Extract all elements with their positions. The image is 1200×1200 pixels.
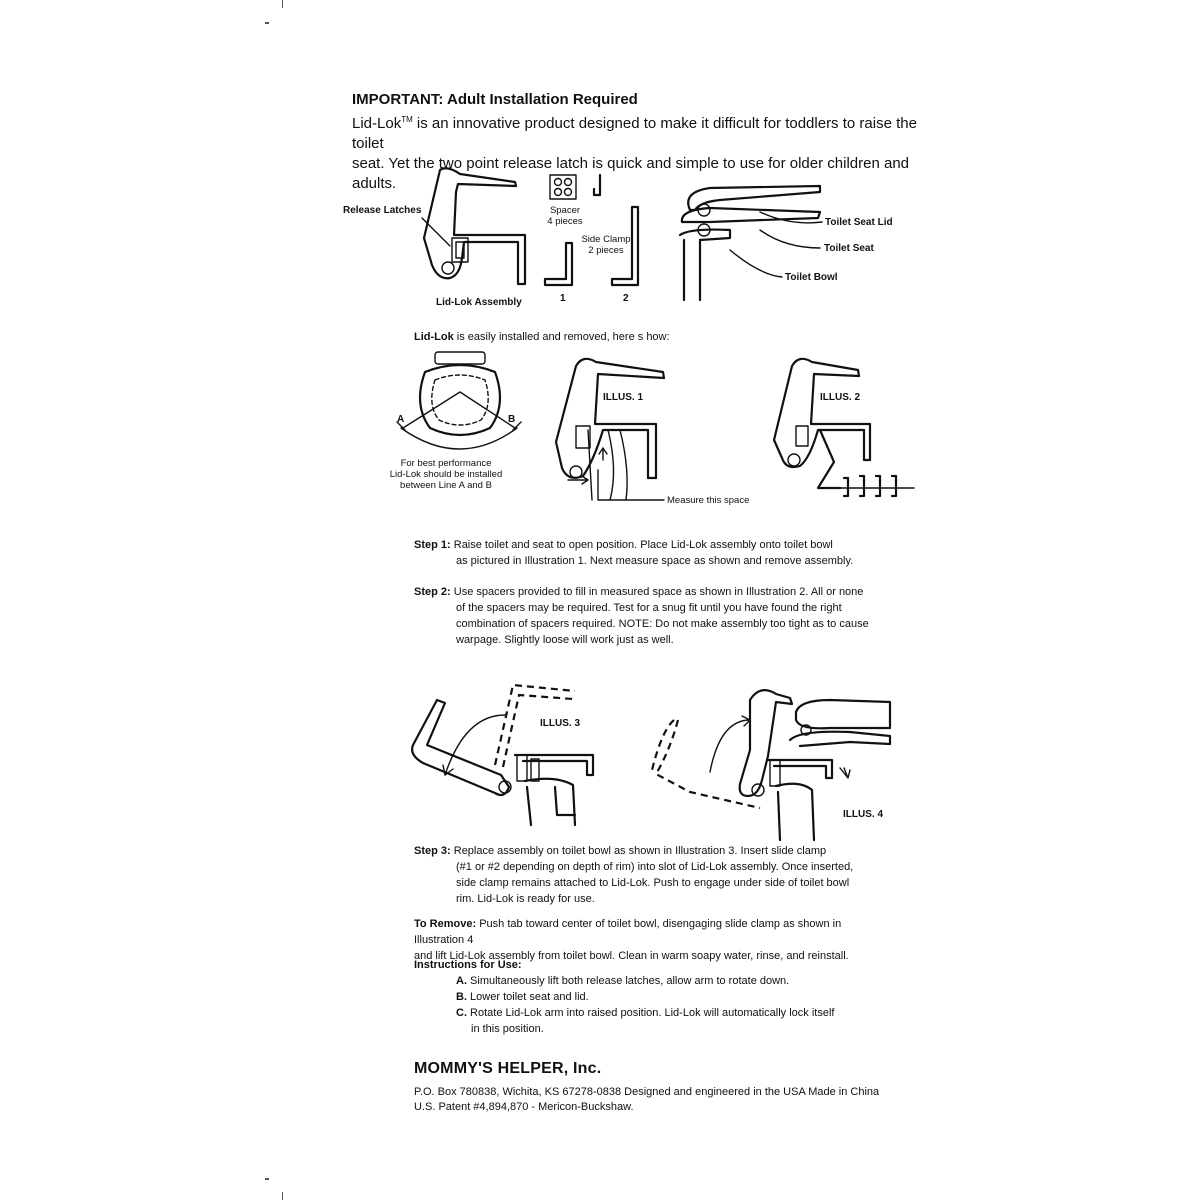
to-remove-line-1: Push tab toward center of toilet bowl, disengaging slide clamp as shown in Illustration 4 xyxy=(414,918,842,946)
intro-line-2: seat. Yet the two point release latch is quick and simple to use for older children and adults. xyxy=(352,155,909,192)
toilet-top-view-drawing xyxy=(395,350,525,460)
instructions-for-use xyxy=(414,957,884,1037)
instruction-c xyxy=(414,1005,884,1021)
measure-label: Measure this space xyxy=(667,495,750,506)
spacer-drawing xyxy=(548,173,608,203)
step-2-label: Step 2: xyxy=(414,586,451,598)
release-latches-label: Release Latches xyxy=(343,205,422,216)
trademark: TM xyxy=(401,115,413,124)
step-3-line-4: rim. Lid-Lok is ready for use. xyxy=(456,893,595,905)
page-title: IMPORTANT: Adult Installation Required xyxy=(352,91,638,108)
intro-line-1: is an innovative product designed to make it difficult for toddlers to raise the toilet xyxy=(352,115,917,152)
to-remove-line-2: and lift Lid-Lok assembly from toilet bowl. Clean in warm soapy water, rinse, and reinstall. xyxy=(414,950,849,962)
measure-leader xyxy=(596,470,666,505)
illus-4-label: ILLUS. 4 xyxy=(843,809,884,820)
toilet-label-leaders xyxy=(760,200,830,280)
assembly-label: Lid-Lok Assembly xyxy=(436,297,522,308)
step-3 xyxy=(414,843,884,907)
toilet-bowl-label: Toilet Bowl xyxy=(785,272,838,283)
instruction-c-text: Rotate Lid-Lok arm into raised position. Lid-Lok will automatically lock itself xyxy=(467,1007,835,1019)
instruction-c-label: C. xyxy=(456,1007,467,1019)
best-note-line-2: Lid-Lok should be installed xyxy=(389,469,503,480)
best-note-line-1: For best performance xyxy=(400,458,492,469)
crop-mark xyxy=(265,22,269,24)
patent-line: U.S. Patent #4,894,870 - Mericon-Buckshaw. xyxy=(414,1101,634,1113)
step-2-line-2: of the spacers may be required. Test for a snug fit until you have found the right xyxy=(456,602,842,614)
instruction-b xyxy=(414,989,884,1005)
crop-mark xyxy=(265,1178,269,1180)
line-b-label: B xyxy=(508,414,516,425)
instruction-b-label: B. xyxy=(456,991,467,1003)
best-note-line-3: between Line A and B xyxy=(400,480,492,491)
step-2-line-3: combination of spacers required. NOTE: Do not make assembly too tight as to cause xyxy=(456,618,869,630)
step-2-line-1: Use spacers provided to fill in measured space as shown in Illustration 2. All or none xyxy=(453,586,864,598)
side-clamps-drawing xyxy=(540,205,660,290)
step-1 xyxy=(414,537,884,569)
instruction-a-text: Simultaneously lift both release latches, allow arm to rotate down. xyxy=(467,975,790,987)
install-intro-text: is easily installed and removed, here s how: xyxy=(453,331,670,343)
clamp-name: Side Clamp xyxy=(581,234,631,245)
address-line: P.O. Box 780838, Wichita, KS 67278-0838 Designed and engineered in the USA Made in China xyxy=(414,1086,880,1098)
intro-brand: Lid-Lok xyxy=(352,115,402,132)
instructions-title: Instructions for Use: xyxy=(414,959,522,971)
step-3-line-1: Replace assembly on toilet bowl as shown in Illustration 3. Insert slide clamp xyxy=(453,845,827,857)
crop-mark xyxy=(282,1192,283,1200)
company-address xyxy=(414,1085,879,1115)
step-3-line-2: (#1 or #2 depending on depth of rim) into slot of Lid-Lok assembly. Once inserted, xyxy=(456,861,854,873)
crop-mark xyxy=(282,0,283,8)
step-1-label: Step 1: xyxy=(414,539,451,551)
step-3-label: Step 3: xyxy=(414,845,451,857)
step-2-line-4: warpage. Slightly loose will work just as well. xyxy=(456,634,674,646)
illus-3-label: ILLUS. 3 xyxy=(540,718,581,729)
step-1-line-1: Raise toilet and seat to open position. Place Lid-Lok assembly onto toilet bowl xyxy=(453,539,833,551)
illus-2-label: ILLUS. 2 xyxy=(820,392,861,403)
clamp-2-label: 2 xyxy=(623,293,629,304)
illus-1-label: ILLUS. 1 xyxy=(603,392,644,403)
clamp-qty: 2 pieces xyxy=(588,245,624,256)
toilet-seat-lid-label: Toilet Seat Lid xyxy=(825,217,893,228)
instruction-a xyxy=(414,973,884,989)
illustration-3-drawing xyxy=(405,675,605,840)
install-intro xyxy=(414,329,670,345)
illustration-2-drawing xyxy=(768,350,918,500)
instruction-c-cont: in this position. xyxy=(471,1023,544,1035)
toilet-seat-label: Toilet Seat xyxy=(824,243,874,254)
step-1-line-2: as pictured in Illustration 1. Next measure space as shown and remove assembly. xyxy=(456,555,854,567)
best-performance-note xyxy=(388,458,504,491)
instruction-a-label: A. xyxy=(456,975,467,987)
to-remove-label: To Remove: xyxy=(414,918,477,930)
spacer-name: Spacer xyxy=(549,205,581,216)
lid-lok-assembly-drawing xyxy=(400,160,540,300)
instruction-b-text: Lower toilet seat and lid. xyxy=(467,991,589,1003)
spacer-qty: 4 pieces xyxy=(547,216,583,227)
install-brand: Lid-Lok xyxy=(414,331,454,343)
company-name: MOMMY'S HELPER, Inc. xyxy=(414,1060,602,1077)
clamp-1-label: 1 xyxy=(560,293,566,304)
line-a-label: A xyxy=(397,414,405,425)
step-2 xyxy=(414,584,884,648)
step-3-line-3: side clamp remains attached to Lid-Lok. Push to engage under side of toilet bowl xyxy=(456,877,850,889)
